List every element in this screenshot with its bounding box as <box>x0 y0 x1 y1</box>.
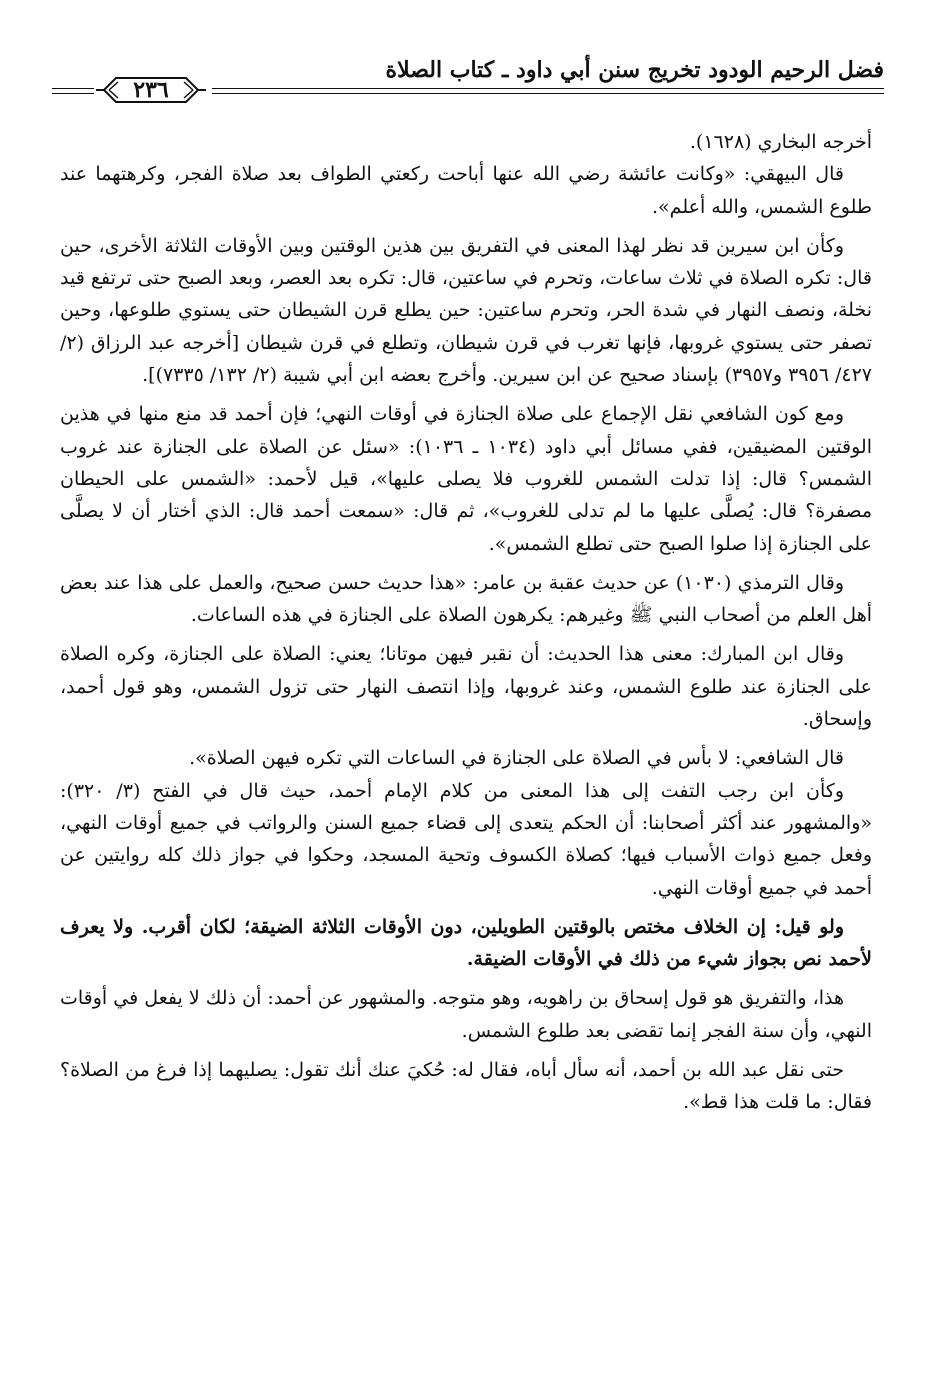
paragraph: حتى نقل عبد الله بن أحمد، أنه سأل أباه، فقال له: حُكيَ عنك أنك تقول: يصليهما إذا فرغ من الصلاة؟ فقال: ما قلت هذا قط». <box>60 1059 872 1114</box>
running-title: فضل الرحيم الودود تخريج سنن أبي داود ـ كتاب الصلاة <box>385 57 884 83</box>
paragraph: وقال الترمذي (١٠٣٠) عن حديث عقبة بن عامر: «هذا حديث حسن صحيح، والعمل على هذا عند بعض أهل العلم من أصحاب النبي ﷺ وغيرهم: يكرهون الصلاة على الجنازة في هذه الساعات. <box>60 571 872 627</box>
header-rule <box>52 93 94 94</box>
paragraph: هذا، والتفريق هو قول إسحاق بن راهويه، وهو متوجه. والمشهور عن أحمد: أن ذلك لا يفعل في أوقات النهي، وأن سنة الفجر إنما تقضى بعد طلوع الشمس. <box>60 987 872 1042</box>
paragraph: وكأن ابن رجب التفت إلى هذا المعنى من كلام الإمام أحمد، حيث قال في الفتح (٣/ ٣٢٠): «والمشهور عند أكثر أصحابنا: أن الحكم يتعدى إلى قضاء جميع السنن والرواتب في جميع أوقات النهي، وفعل جميع ذوات الأسباب فيها؛ كصلاة الكسوف وتحية المسجد، وحكوا في جواز ذلك كله روايتين عن أحمد في جميع أوقات النهي. <box>60 779 872 899</box>
header-rule <box>212 93 884 94</box>
header-rule <box>212 88 884 89</box>
page-header <box>52 52 884 112</box>
page-number-frame <box>92 74 210 106</box>
paragraph: ومع كون الشافعي نقل الإجماع على صلاة الجنازة في أوقات النهي؛ فإن أحمد قد منع منها في هذين الوقتين المضيقين، ففي مسائل أبي داود (١٠٣٤ ـ ١٠٣٦): «سئل عن الصلاة على الجنازة عند غروب الشمس؟ قال: إذا تدلت الشمس للغروب فلا يصلى عليها»، قيل لأحمد: «الشمس على الحيطان مصفرة؟ قال: يُصلَّى عليها ما لم تدلى للغروب»، ثم قال: «سمعت أحمد قال: الذي أختار أن لا يصلَّى على الجنازة إذا صلوا الصبح حتى تطلع الشمس». <box>60 403 872 555</box>
header-rule <box>52 88 94 89</box>
paragraph: وقال ابن المبارك: معنى هذا الحديث: أن نقبر فيهن موتانا؛ يعني: الصلاة على الجنازة، وكره الصلاة على الجنازة عند طلوع الشمس، وعند غروبها، وإذا انتصف النهار حتى تزول الشمس، وهو قول أحمد، وإسحاق. <box>60 643 872 731</box>
paragraph-bold: ولو قيل: إن الخلاف مختص بالوقتين الطويلين، دون الأوقات الثلاثة الضيقة؛ لكان أقرب. ولا يعرف لأحمد نص بجواز شيء من ذلك في الأوقات الضيقة. <box>60 915 872 971</box>
paragraph: قال الشافعي: لا بأس في الصلاة على الجنازة في الساعات التي تكره فيهن الصلاة». <box>189 747 844 770</box>
body-text <box>60 126 872 1119</box>
paragraph: قال البيهقي: «وكانت عائشة رضي الله عنها أباحت ركعتي الطواف بعد صلاة الفجر، وكرهتهما عند طلوع الشمس، والله أعلم». <box>60 163 872 218</box>
page-number: ٢٣٦ <box>133 77 169 103</box>
paragraph: أخرجه البخاري (١٦٢٨). <box>689 131 872 153</box>
paragraph: وكأن ابن سيرين قد نظر لهذا المعنى في التفريق بين هذين الوقتين وبين الأوقات الثلاثة الأخرى، حين قال: تكره الصلاة في ثلاث ساعات، وتحرم في ساعتين، قال: تكره بعد العصر، وبعد الصبح حتى ترتفع قيد نخلة، ونصف النهار في شدة الحر، وتحرم ساعتين: حين يطلع قرن الشيطان حتى يستوي طلوعها، وحين تصفر حتى يستوي غروبها، فإنها تغرب في قرن شيطان، وتطلع في قرن شيطان [أخرجه عبد الرزاق (٢/ ٤٢٧/ ٣٩٥٦ و٣٩٥٧) بإسناد صحيح عن ابن سيرين. وأخرج بعضه ابن أبي شيبة (٢/ ١٣٢/ ٧٣٣٥)]. <box>60 234 872 387</box>
